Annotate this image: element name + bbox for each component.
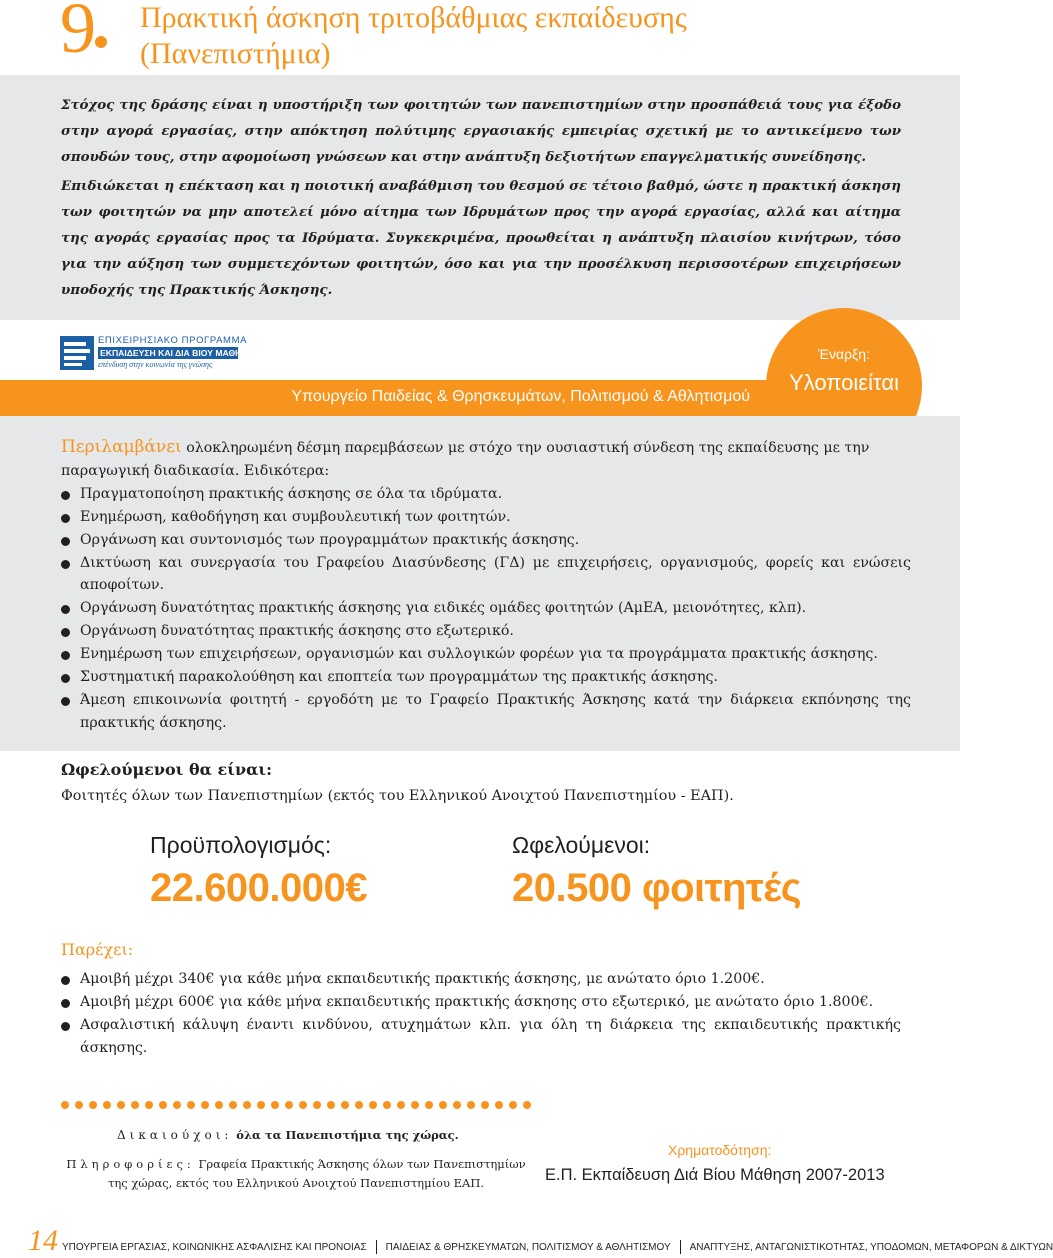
budget-value: 22.600.000€ xyxy=(150,866,367,910)
includes-body xyxy=(61,436,911,735)
divider-dot xyxy=(131,1101,139,1109)
list-item: Οργάνωση δυνατότητας πρακτικής άσκησης για ειδικές ομάδες φοιτητών (ΑμΕΑ, μειονότητες, κλπ). xyxy=(61,597,911,620)
beneficiaries-count-value: 20.500 φοιτητές xyxy=(512,866,802,910)
divider-dot xyxy=(327,1101,335,1109)
divider-dot xyxy=(411,1101,419,1109)
divider-dot xyxy=(495,1101,503,1109)
list-item: Πραγματοποίηση πρακτικής άσκησης σε όλα τα ιδρύματα. xyxy=(61,483,911,506)
divider-dot xyxy=(89,1101,97,1109)
divider-dot xyxy=(313,1101,321,1109)
page-title-line1: Πρακτική άσκηση τριτοβάθμιας εκπαίδευσης xyxy=(140,1,687,34)
divider-dot xyxy=(201,1101,209,1109)
divider-dot xyxy=(425,1101,433,1109)
divider-dot xyxy=(173,1101,181,1109)
divider-dot xyxy=(341,1101,349,1109)
footer-ministries xyxy=(62,1240,1053,1254)
beneficiaries-heading: Ωφελούμενοι θα είναι: xyxy=(61,760,273,779)
divider-dot xyxy=(439,1101,447,1109)
intro-paragraph-1: Στόχος της δράσης είναι η υποστήριξη των φοιτητών των πανεπιστημίων στην προσπάθειά τους για έξοδο στην αγορά εργασίας, στην απόκτηση πολύτιμης εργασιακής εμπειρίας σχετική με το αντικείμενο των σπουδών τους, στην αφομοίωση γνώσεων και στην ανάπτυξη δεξιοτήτων επαγγελματικής συνείδησης. xyxy=(61,97,901,165)
divider-dot xyxy=(61,1101,69,1109)
divider-dot xyxy=(523,1101,531,1109)
entitled-line xyxy=(117,1128,459,1142)
divider-dot xyxy=(257,1101,265,1109)
divider-dot xyxy=(397,1101,405,1109)
ministry-banner xyxy=(0,380,800,416)
divider-dot xyxy=(467,1101,475,1109)
divider-dot xyxy=(285,1101,293,1109)
includes-list xyxy=(61,483,911,735)
includes-intro xyxy=(61,436,911,483)
divider-dot xyxy=(383,1101,391,1109)
provides-heading: Παρέχει: xyxy=(61,940,134,959)
page-number: 14 xyxy=(28,1224,58,1257)
divider-dot xyxy=(215,1101,223,1109)
entitled-label: Δικαιούχοι: xyxy=(117,1128,233,1142)
includes-panel xyxy=(0,416,960,751)
footer-ministry-1: ΥΠΟΥΡΓΕΙΑ ΕΡΓΑΣΙΑΣ, ΚΟΙΝΩΝΙΚΗΣ ΑΣΦΑΛΙΣΗΣ ΚΑΙ ΠΡΟΝΟΙΑΣ xyxy=(62,1241,367,1253)
beneficiaries-text: Φοιτητές όλων των Πανεπιστημίων (εκτός του Ελληνικού Ανοιχτού Πανεπιστημίου - ΕΑΠ). xyxy=(61,788,734,804)
divider-dot xyxy=(117,1101,125,1109)
program-logo xyxy=(60,335,253,372)
list-item: Οργάνωση δυνατότητας πρακτικής άσκησης στο εξωτερικό. xyxy=(61,620,911,643)
divider-dot xyxy=(369,1101,377,1109)
divider-dot xyxy=(509,1101,517,1109)
ministry-name: Υπουργείο Παιδείας & Θρησκευμάτων, Πολιτισμού & Αθλητισμού xyxy=(291,388,750,405)
page-title-line2: (Πανεπιστήμια) xyxy=(140,37,331,70)
list-item: Αμοιβή μέχρι 600€ για κάθε μήνα εκπαιδευτικής πρακτικής άσκησης στο εξωτερικό, με ανώτατο όριο 1.800€. xyxy=(61,991,901,1014)
footer-ministry-3: ΑΝΑΠΤΥΞΗΣ, ΑΝΤΑΓΩΝΙΣΤΙΚΟΤΗΤΑΣ, ΥΠΟΔΟΜΩΝ, ΜΕΤΑΦΟΡΩΝ & ΔΙΚΤΥΩΝ xyxy=(689,1241,1053,1253)
footer-ministry-2: ΠΑΙΔΕΙΑΣ & ΘΡΗΣΚΕΥΜΑΤΩΝ, ΠΟΛΙΤΙΣΜΟΥ & ΑΘΛΗΤΙΣΜΟΥ xyxy=(385,1241,671,1253)
funding-label: Χρηματοδότηση: xyxy=(668,1142,772,1158)
entitled-value: όλα τα Πανεπιστήμια της χώρας. xyxy=(236,1128,459,1142)
dotted-divider xyxy=(61,1101,531,1113)
includes-lead: Περιλαμβάνει xyxy=(61,437,182,457)
list-item: Ενημέρωση των επιχειρήσεων, οργανισμών και συλλογικών φορέων για τα προγράμματα πρακτικής άσκησης. xyxy=(61,643,911,666)
divider-dot xyxy=(453,1101,461,1109)
divider-dot xyxy=(481,1101,489,1109)
book-icon xyxy=(60,336,94,370)
logo-line2: ΕΚΠΑΙΔΕΥΣΗ ΚΑΙ ΔΙΑ ΒΙΟΥ ΜΑΘΗΣΗ xyxy=(100,348,253,358)
divider-dot xyxy=(159,1101,167,1109)
intro-panel xyxy=(0,75,960,320)
list-item: Δικτύωση και συνεργασία του Γραφείου Διασύνδεσης (ΓΔ) με επιχειρήσεις, οργανισμούς, φορείς και ενώσεις αποφοίτων. xyxy=(61,552,911,598)
list-item: Άμεση επικοινωνία φοιτητή - εργοδότη με το Γραφείο Πρακτικής Άσκησης κατά την διάρκεια εκπόνησης της πρακτικής άσκησης. xyxy=(61,689,911,735)
includes-intro-text: ολοκληρωμένη δέσμη παρεμβάσεων με στόχο την ουσιαστική σύνδεση της εκπαίδευσης με την παραγωγική διαδικασία. Ειδικότερα: xyxy=(61,440,870,479)
budget-label: Προϋπολογισμός: xyxy=(150,832,332,858)
start-label: Έναρξη: xyxy=(818,346,870,362)
logo-line1: ΕΠΙΧΕΙΡΗΣΙΑΚΟ ΠΡΟΓΡΑΜΜΑ xyxy=(98,335,248,346)
list-item: Αμοιβή μέχρι 340€ για κάθε μήνα εκπαιδευτικής πρακτικής άσκησης, με ανώτατο όριο 1.200€. xyxy=(61,968,901,991)
divider-dot xyxy=(229,1101,237,1109)
divider-dot xyxy=(355,1101,363,1109)
info-block xyxy=(62,1155,530,1193)
divider-dot xyxy=(103,1101,111,1109)
logo-line3: επένδυση στην κοινωνία της γνώσης xyxy=(98,360,213,369)
list-item: Οργάνωση και συντονισμός των προγραμμάτων πρακτικής άσκησης. xyxy=(61,529,911,552)
section-number-dot xyxy=(95,36,107,48)
provides-list xyxy=(61,968,901,1060)
section-number: 9 xyxy=(60,0,94,68)
info-value: Γραφεία Πρακτικής Άσκησης όλων των Πανεπιστημίων της χώρας, εκτός του Ελληνικού Ανοιχτού Πανεπιστημίου ΕΑΠ. xyxy=(107,1157,526,1190)
intro-paragraph-2: Επιδιώκεται η επέκταση και η ποιοτική αναβάθμιση του θεσμού σε τέτοιο βαθμό, ώστε η πρακτική άσκηση των φοιτητών να μην αποτελεί μόνο αίτημα των Ιδρυμάτων προς την αγορά εργασίας, αλλά και αίτημα της αγοράς εργασίας προς τα Ιδρύματα. Συγκεκριμένα, προωθείται η ανάπτυξη πλαισίου κινήτρων, τόσο για την αύξηση των συμμετεχόντων φοιτητών, όσο και για την προσέλκυση περισσοτέρων επιχειρήσεων υποδοχής της Πρακτικής Άσκησης. xyxy=(61,178,901,298)
list-item: Ασφαλιστική κάλυψη έναντι κινδύνου, ατυχημάτων κλπ. για όλη τη διάρκεια της εκπαιδευτικής πρακτικής άσκησης. xyxy=(61,1014,901,1060)
list-item: Συστηματική παρακολούθηση και εποπτεία των προγραμμάτων της πρακτικής άσκησης. xyxy=(61,666,911,689)
divider-dot xyxy=(299,1101,307,1109)
divider-dot xyxy=(75,1101,83,1109)
footer-divider xyxy=(680,1240,681,1254)
list-item: Ενημέρωση, καθοδήγηση και συμβουλευτική των φοιτητών. xyxy=(61,506,911,529)
divider-dot xyxy=(243,1101,251,1109)
divider-dot xyxy=(145,1101,153,1109)
divider-dot xyxy=(271,1101,279,1109)
footer-divider xyxy=(376,1240,377,1254)
funding-value: Ε.Π. Εκπαίδευση Διά Βίου Μάθηση 2007-2013 xyxy=(545,1166,885,1184)
divider-dot xyxy=(187,1101,195,1109)
start-value: Υλοποιείται xyxy=(789,370,899,395)
beneficiaries-count-label: Ωφελούμενοι: xyxy=(512,832,651,858)
info-label: Πληροφορίες: xyxy=(66,1157,195,1171)
page-title xyxy=(140,0,687,72)
